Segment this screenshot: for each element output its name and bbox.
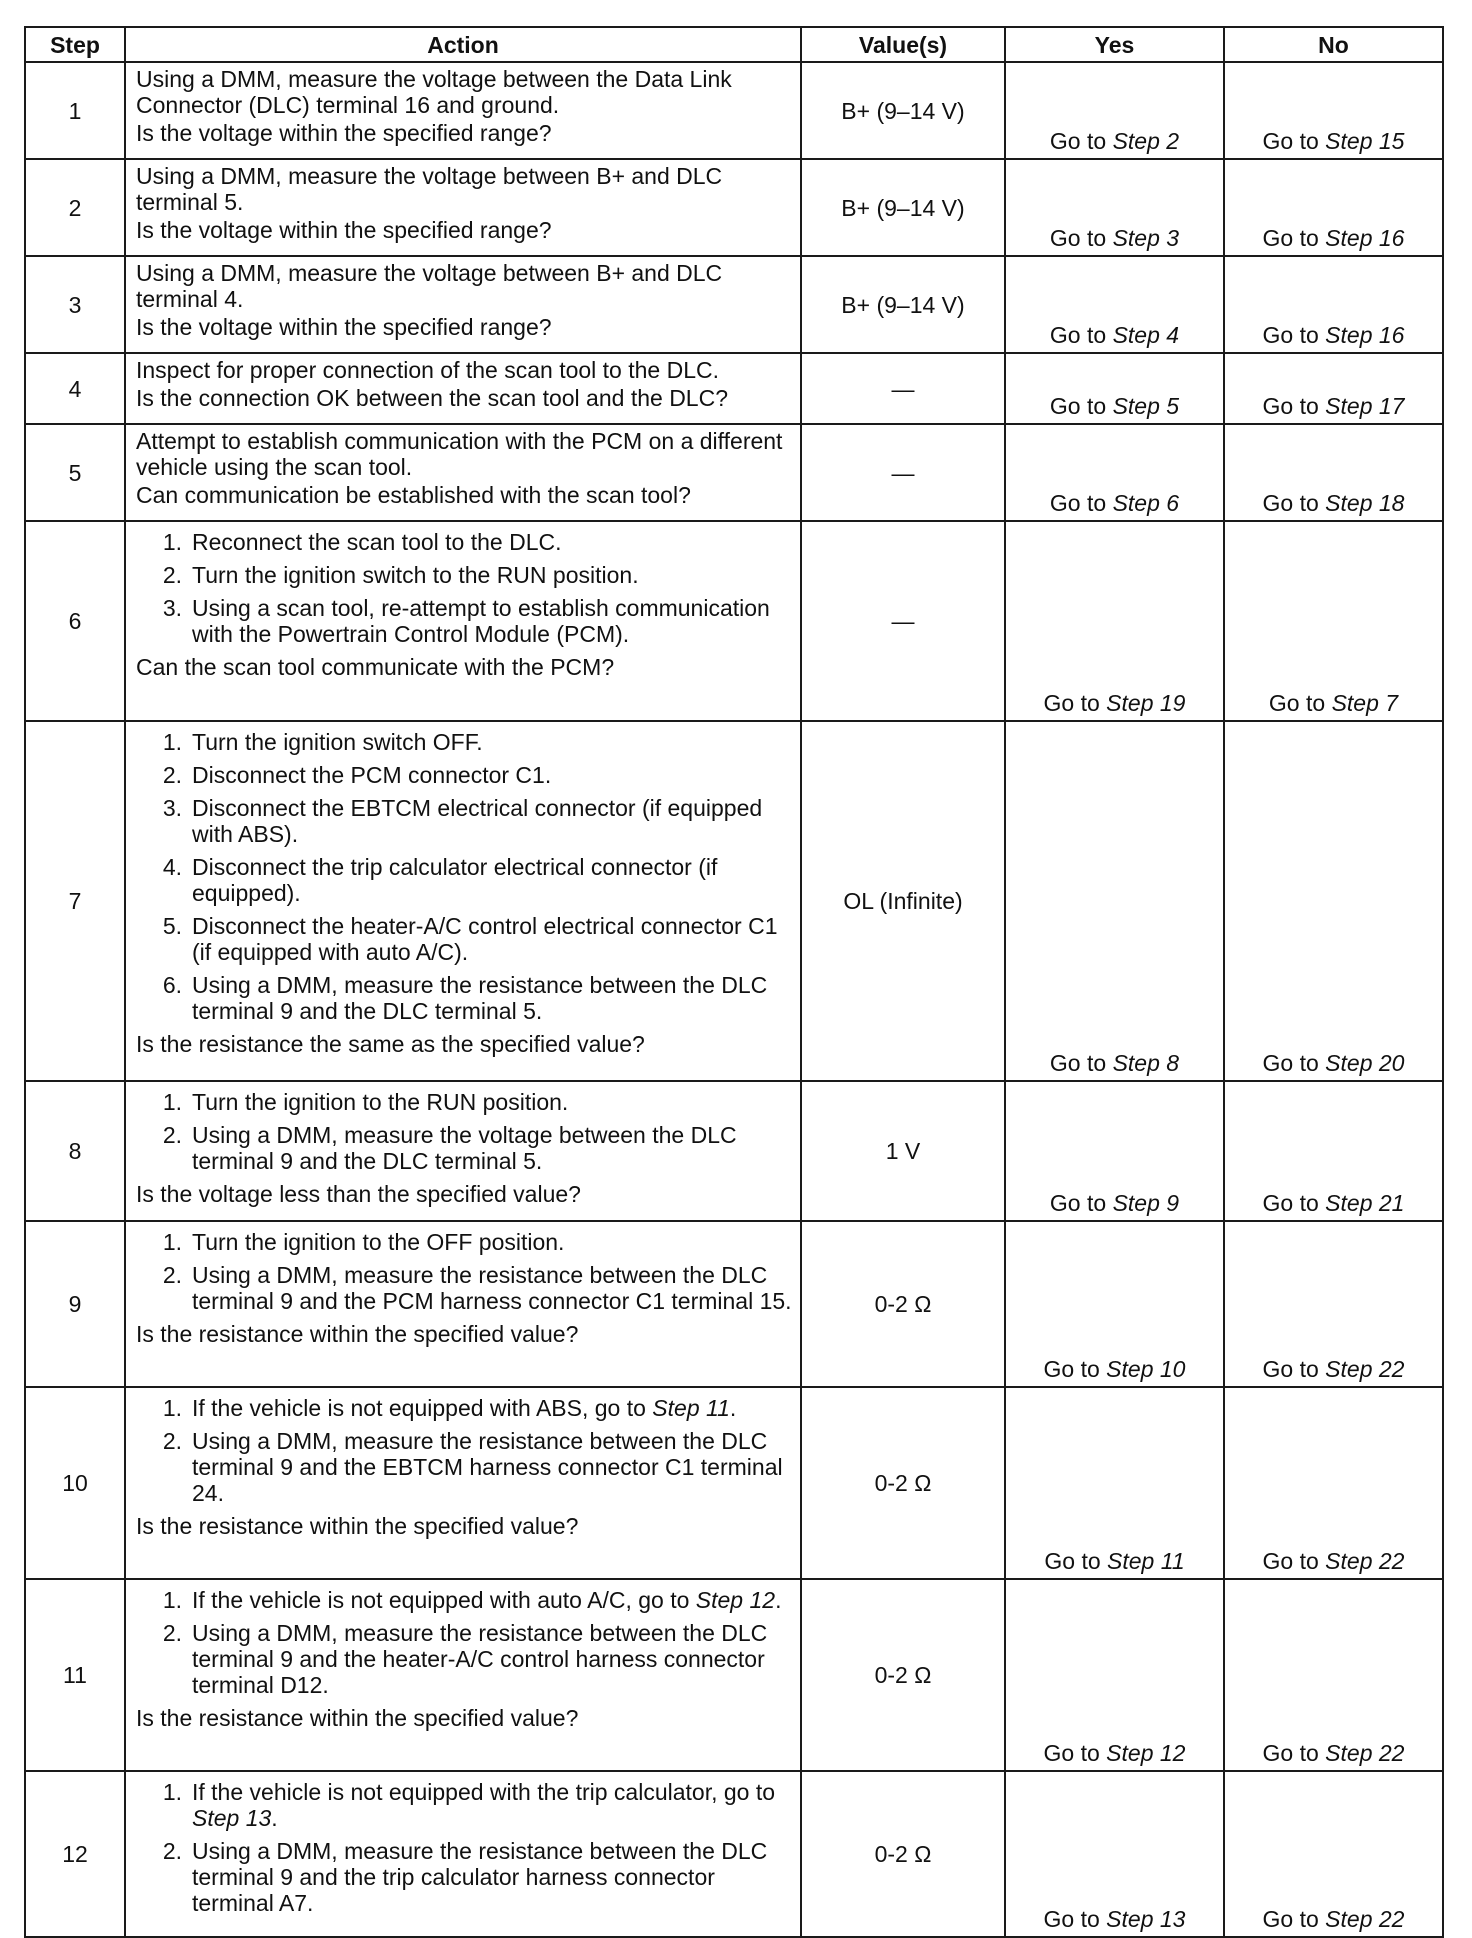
action-steps-list [136, 1779, 792, 1916]
action-step-item [136, 854, 792, 906]
yes-goto-label: Go to [1049, 322, 1107, 348]
yes-cell [1005, 1081, 1224, 1221]
action-step-item [136, 762, 792, 788]
no-step-link[interactable]: Step 7 [1331, 690, 1399, 716]
no-goto-label: Go to [1262, 225, 1319, 251]
yes-goto-label: Go to [1049, 393, 1107, 419]
action-text: Attempt to establish communication with the PCM on a different vehicle using the scan tool. [136, 428, 783, 480]
action-step-body: Using a DMM, measure the resistance between the DLC terminal 9 and the heater-A/C control harness connector terminal D12. [192, 1620, 768, 1698]
action-step-number: 1. [162, 1229, 182, 1255]
action-step-body: Disconnect the trip calculator electrical connector (if equipped). [192, 854, 718, 906]
action-step-number: 1. [162, 1089, 182, 1115]
action-question: Is the voltage within the specified range? [136, 314, 552, 340]
action-step-number: 6. [162, 972, 182, 998]
action-question: Can communication be established with the scan tool? [136, 482, 691, 508]
no-cell [1224, 1579, 1443, 1771]
action-step-item [136, 1122, 792, 1174]
action-text: Inspect for proper connection of the scan tool to the DLC. [136, 357, 720, 383]
header-row [25, 27, 1443, 62]
header-no: No [1224, 27, 1443, 62]
action-step-item [136, 1229, 792, 1255]
table-row [25, 424, 1443, 521]
action-step-text [192, 1587, 792, 1613]
no-step-link[interactable]: Step 22 [1325, 1740, 1405, 1766]
no-goto-label: Go to [1262, 1190, 1319, 1216]
table-body [25, 62, 1443, 1937]
table-row [25, 159, 1443, 256]
yes-cell [1005, 1771, 1224, 1937]
step-number: 11 [25, 1579, 125, 1771]
value-cell: 0-2 Ω [801, 1387, 1005, 1579]
yes-cell [1005, 1579, 1224, 1771]
action-step-number: 4. [162, 854, 182, 880]
action-steps-list [136, 1587, 792, 1698]
table-row [25, 521, 1443, 721]
no-goto-label: Go to [1268, 690, 1326, 716]
yes-cell [1005, 521, 1224, 721]
action-step-number: 1. [162, 1779, 182, 1805]
action-step-body: Disconnect the heater-A/C control electrical connector C1 (if equipped with auto A/C). [192, 913, 778, 965]
action-step-item [136, 1089, 792, 1115]
action-step-item [136, 913, 792, 965]
action-question: Is the resistance within the specified value? [136, 1513, 579, 1539]
no-goto-label: Go to [1262, 128, 1319, 154]
no-goto-label: Go to [1262, 1050, 1319, 1076]
action-step-number: 1. [162, 729, 182, 755]
action-step-text [192, 1395, 792, 1421]
table-row [25, 1579, 1443, 1771]
yes-step-link[interactable]: Step 12 [1106, 1740, 1186, 1766]
no-goto-label: Go to [1262, 393, 1319, 419]
no-goto-label: Go to [1262, 1548, 1319, 1574]
yes-goto-label: Go to [1043, 690, 1100, 716]
action-step-item [136, 1395, 792, 1421]
action-question: Is the resistance the same as the specified value? [136, 1031, 645, 1057]
yes-goto-label: Go to [1043, 1356, 1100, 1382]
action-step-text [192, 1262, 792, 1314]
table-row [25, 1221, 1443, 1387]
yes-goto-label: Go to [1043, 1740, 1100, 1766]
step-number: 1 [25, 62, 125, 159]
action-question: Is the voltage less than the specified value? [136, 1181, 581, 1207]
no-step-link[interactable]: Step 16 [1325, 322, 1405, 348]
yes-cell [1005, 1221, 1224, 1387]
value-cell: 0-2 Ω [801, 1579, 1005, 1771]
action-step-text [192, 854, 792, 906]
action-step-item [136, 1587, 792, 1613]
action-step-item [136, 795, 792, 847]
action-step-number: 2. [162, 1262, 182, 1288]
action-step-body: Using a DMM, measure the voltage between the DLC terminal 9 and the DLC terminal 5. [192, 1122, 737, 1174]
no-step-link[interactable]: Step 22 [1325, 1906, 1405, 1932]
no-goto-label: Go to [1262, 1740, 1319, 1766]
value-cell: 0-2 Ω [801, 1221, 1005, 1387]
no-cell [1224, 256, 1443, 353]
action-step-body: If the vehicle is not equipped with auto A/C, go to [192, 1587, 690, 1613]
action-step-text [192, 762, 792, 788]
action-step-number: 5. [162, 913, 182, 939]
step-number: 4 [25, 353, 125, 424]
yes-goto-label: Go to [1049, 225, 1107, 251]
action-step-body: Disconnect the EBTCM electrical connector (if equipped with ABS). [192, 795, 763, 847]
action-step-number: 2. [162, 1620, 182, 1646]
action-step-item [136, 1262, 792, 1314]
action-cell [125, 1221, 801, 1387]
yes-step-link[interactable]: Step 4 [1112, 322, 1180, 348]
action-question: Is the resistance within the specified value? [136, 1705, 579, 1731]
action-step-item [136, 1779, 792, 1831]
value-cell: — [801, 353, 1005, 424]
action-step-item [136, 729, 792, 755]
action-step-number: 3. [162, 595, 182, 621]
step-number: 8 [25, 1081, 125, 1221]
value-cell: — [801, 424, 1005, 521]
action-step-text [192, 1838, 792, 1916]
value-cell: 0-2 Ω [801, 1771, 1005, 1937]
step-number: 10 [25, 1387, 125, 1579]
yes-goto-label: Go to [1044, 1548, 1101, 1574]
action-step-text [192, 562, 792, 588]
punctuation: . [775, 1587, 782, 1613]
action-step-item [136, 595, 792, 647]
no-cell [1224, 159, 1443, 256]
table-row [25, 256, 1443, 353]
action-step-body: Using a scan tool, re-attempt to establish communication with the Powertrain Control Module (PCM). [192, 595, 770, 647]
yes-step-link[interactable]: Step 11 [1107, 1548, 1185, 1574]
table-row [25, 1771, 1443, 1937]
table-row [25, 721, 1443, 1081]
action-step-body: Using a DMM, measure the resistance between the DLC terminal 9 and the DLC terminal 5. [192, 972, 768, 1024]
action-step-text [192, 1779, 792, 1831]
no-step-link[interactable]: Step 16 [1325, 225, 1405, 251]
action-step-item [136, 562, 792, 588]
no-cell [1224, 1081, 1443, 1221]
no-step-link[interactable]: Step 22 [1325, 1548, 1405, 1574]
action-cell [125, 159, 801, 256]
value-cell: 1 V [801, 1081, 1005, 1221]
action-steps-list [136, 529, 792, 647]
step-number: 9 [25, 1221, 125, 1387]
action-step-text [192, 529, 792, 555]
action-cell [125, 353, 801, 424]
header-yes: Yes [1005, 27, 1224, 62]
value-cell: B+ (9–14 V) [801, 159, 1005, 256]
yes-goto-label: Go to [1049, 1050, 1107, 1076]
action-step-text [192, 1089, 792, 1115]
action-step-body: Turn the ignition to the RUN position. [192, 1089, 569, 1115]
action-step-item [136, 972, 792, 1024]
yes-cell [1005, 424, 1224, 521]
no-cell [1224, 1387, 1443, 1579]
yes-step-link[interactable]: Step 9 [1112, 1190, 1180, 1216]
action-step-item [136, 1620, 792, 1698]
action-text: Using a DMM, measure the voltage between the Data Link Connector (DLC) terminal 16 and ground. [136, 66, 732, 118]
action-steps-list [136, 729, 792, 1024]
action-step-body: Using a DMM, measure the resistance between the DLC terminal 9 and the EBTCM harness connector C1 terminal 24. [192, 1428, 783, 1506]
action-step-text [192, 1229, 792, 1255]
yes-cell [1005, 62, 1224, 159]
no-goto-label: Go to [1262, 322, 1319, 348]
step-number: 6 [25, 521, 125, 721]
action-step-number: 2. [162, 1838, 182, 1864]
yes-step-link[interactable]: Step 2 [1112, 128, 1180, 154]
yes-step-link[interactable]: Step 3 [1112, 225, 1180, 251]
step-link[interactable]: Step 12 [695, 1587, 776, 1613]
value-cell: — [801, 521, 1005, 721]
no-goto-label: Go to [1262, 1906, 1319, 1932]
action-cell [125, 256, 801, 353]
step-number: 3 [25, 256, 125, 353]
no-cell [1224, 1771, 1443, 1937]
yes-step-link[interactable]: Step 13 [1106, 1906, 1186, 1932]
no-cell [1224, 424, 1443, 521]
action-step-item [136, 1428, 792, 1506]
step-number: 7 [25, 721, 125, 1081]
yes-goto-label: Go to [1049, 490, 1107, 516]
punctuation: . [729, 1395, 737, 1421]
action-cell [125, 521, 801, 721]
action-text: Using a DMM, measure the voltage between B+ and DLC terminal 4. [136, 260, 723, 312]
punctuation: . [271, 1805, 278, 1831]
action-step-body: Disconnect the PCM connector C1. [192, 762, 552, 788]
diagnostic-table [24, 26, 1444, 1938]
action-step-body: Using a DMM, measure the resistance between the DLC terminal 9 and the PCM harness connector C1 terminal 15. [192, 1262, 792, 1314]
action-cell [125, 62, 801, 159]
action-steps-list [136, 1229, 792, 1314]
action-step-item [136, 529, 792, 555]
no-cell [1224, 521, 1443, 721]
action-step-text [192, 729, 792, 755]
action-step-text [192, 795, 792, 847]
action-cell [125, 1081, 801, 1221]
action-cell [125, 424, 801, 521]
action-step-body: If the vehicle is not equipped with ABS, go to [192, 1395, 646, 1421]
action-step-number: 2. [162, 562, 182, 588]
action-step-body: Turn the ignition to the OFF position. [192, 1229, 565, 1255]
table-row [25, 353, 1443, 424]
yes-step-link[interactable]: Step 5 [1112, 393, 1180, 419]
step-link[interactable]: Step 11 [652, 1395, 730, 1421]
action-cell [125, 1387, 801, 1579]
action-step-number: 1. [162, 1395, 182, 1421]
action-question: Can the scan tool communicate with the PCM? [136, 654, 615, 680]
action-cell [125, 721, 801, 1081]
action-step-body: Turn the ignition switch to the RUN position. [192, 562, 639, 588]
action-step-body: Reconnect the scan tool to the DLC. [192, 529, 562, 555]
action-step-text [192, 595, 792, 647]
yes-step-link[interactable]: Step 19 [1106, 690, 1186, 716]
step-number: 12 [25, 1771, 125, 1937]
step-number: 2 [25, 159, 125, 256]
action-step-number: 1. [162, 529, 182, 555]
no-cell [1224, 353, 1443, 424]
no-step-link[interactable]: Step 17 [1325, 393, 1405, 419]
yes-step-link[interactable]: Step 8 [1112, 1050, 1180, 1076]
yes-step-link[interactable]: Step 10 [1106, 1356, 1186, 1382]
action-cell [125, 1771, 801, 1937]
action-steps-list [136, 1395, 792, 1506]
yes-cell [1005, 256, 1224, 353]
action-step-body: If the vehicle is not equipped with the trip calculator, go to [192, 1779, 776, 1805]
yes-step-link[interactable]: Step 6 [1112, 490, 1180, 516]
action-step-text [192, 1428, 792, 1506]
action-step-body: Using a DMM, measure the resistance between the DLC terminal 9 and the trip calculator harness connector terminal A7. [192, 1838, 768, 1916]
no-cell [1224, 721, 1443, 1081]
action-step-body: Turn the ignition switch OFF. [192, 729, 483, 755]
no-step-link[interactable]: Step 22 [1325, 1356, 1405, 1382]
no-step-link[interactable]: Step 15 [1325, 128, 1405, 154]
action-cell [125, 1579, 801, 1771]
no-step-link[interactable]: Step 20 [1325, 1050, 1405, 1076]
yes-cell [1005, 1387, 1224, 1579]
table-row [25, 62, 1443, 159]
header-step: Step [25, 27, 125, 62]
action-question: Is the voltage within the specified range? [136, 217, 552, 243]
action-step-text [192, 1122, 792, 1174]
header-action: Action [125, 27, 801, 62]
yes-goto-label: Go to [1043, 1906, 1100, 1932]
yes-cell [1005, 159, 1224, 256]
no-step-link[interactable]: Step 21 [1325, 1190, 1405, 1216]
yes-cell [1005, 721, 1224, 1081]
table-row [25, 1387, 1443, 1579]
action-step-number: 2. [162, 1122, 182, 1148]
action-step-text [192, 1620, 792, 1698]
header-values: Value(s) [801, 27, 1005, 62]
value-cell: OL (Infinite) [801, 721, 1005, 1081]
action-step-text [192, 972, 792, 1024]
action-question: Is the resistance within the specified value? [136, 1321, 579, 1347]
yes-goto-label: Go to [1049, 1190, 1107, 1216]
action-steps-list [136, 1089, 792, 1174]
no-goto-label: Go to [1262, 1356, 1319, 1382]
value-cell: B+ (9–14 V) [801, 62, 1005, 159]
action-step-number: 1. [162, 1587, 182, 1613]
no-cell [1224, 62, 1443, 159]
action-step-item [136, 1838, 792, 1916]
action-text: Using a DMM, measure the voltage between B+ and DLC terminal 5. [136, 163, 723, 215]
value-cell: B+ (9–14 V) [801, 256, 1005, 353]
no-step-link[interactable]: Step 18 [1325, 490, 1405, 516]
action-step-text [192, 913, 792, 965]
action-question: Is the voltage within the specified range? [136, 120, 552, 146]
step-link[interactable]: Step 13 [192, 1805, 272, 1831]
no-goto-label: Go to [1262, 490, 1319, 516]
table-row [25, 1081, 1443, 1221]
action-question: Is the connection OK between the scan tool and the DLC? [136, 385, 728, 411]
yes-cell [1005, 353, 1224, 424]
action-step-number: 2. [162, 1428, 182, 1454]
no-cell [1224, 1221, 1443, 1387]
yes-goto-label: Go to [1049, 128, 1107, 154]
action-step-number: 3. [162, 795, 182, 821]
action-step-number: 2. [162, 762, 182, 788]
step-number: 5 [25, 424, 125, 521]
